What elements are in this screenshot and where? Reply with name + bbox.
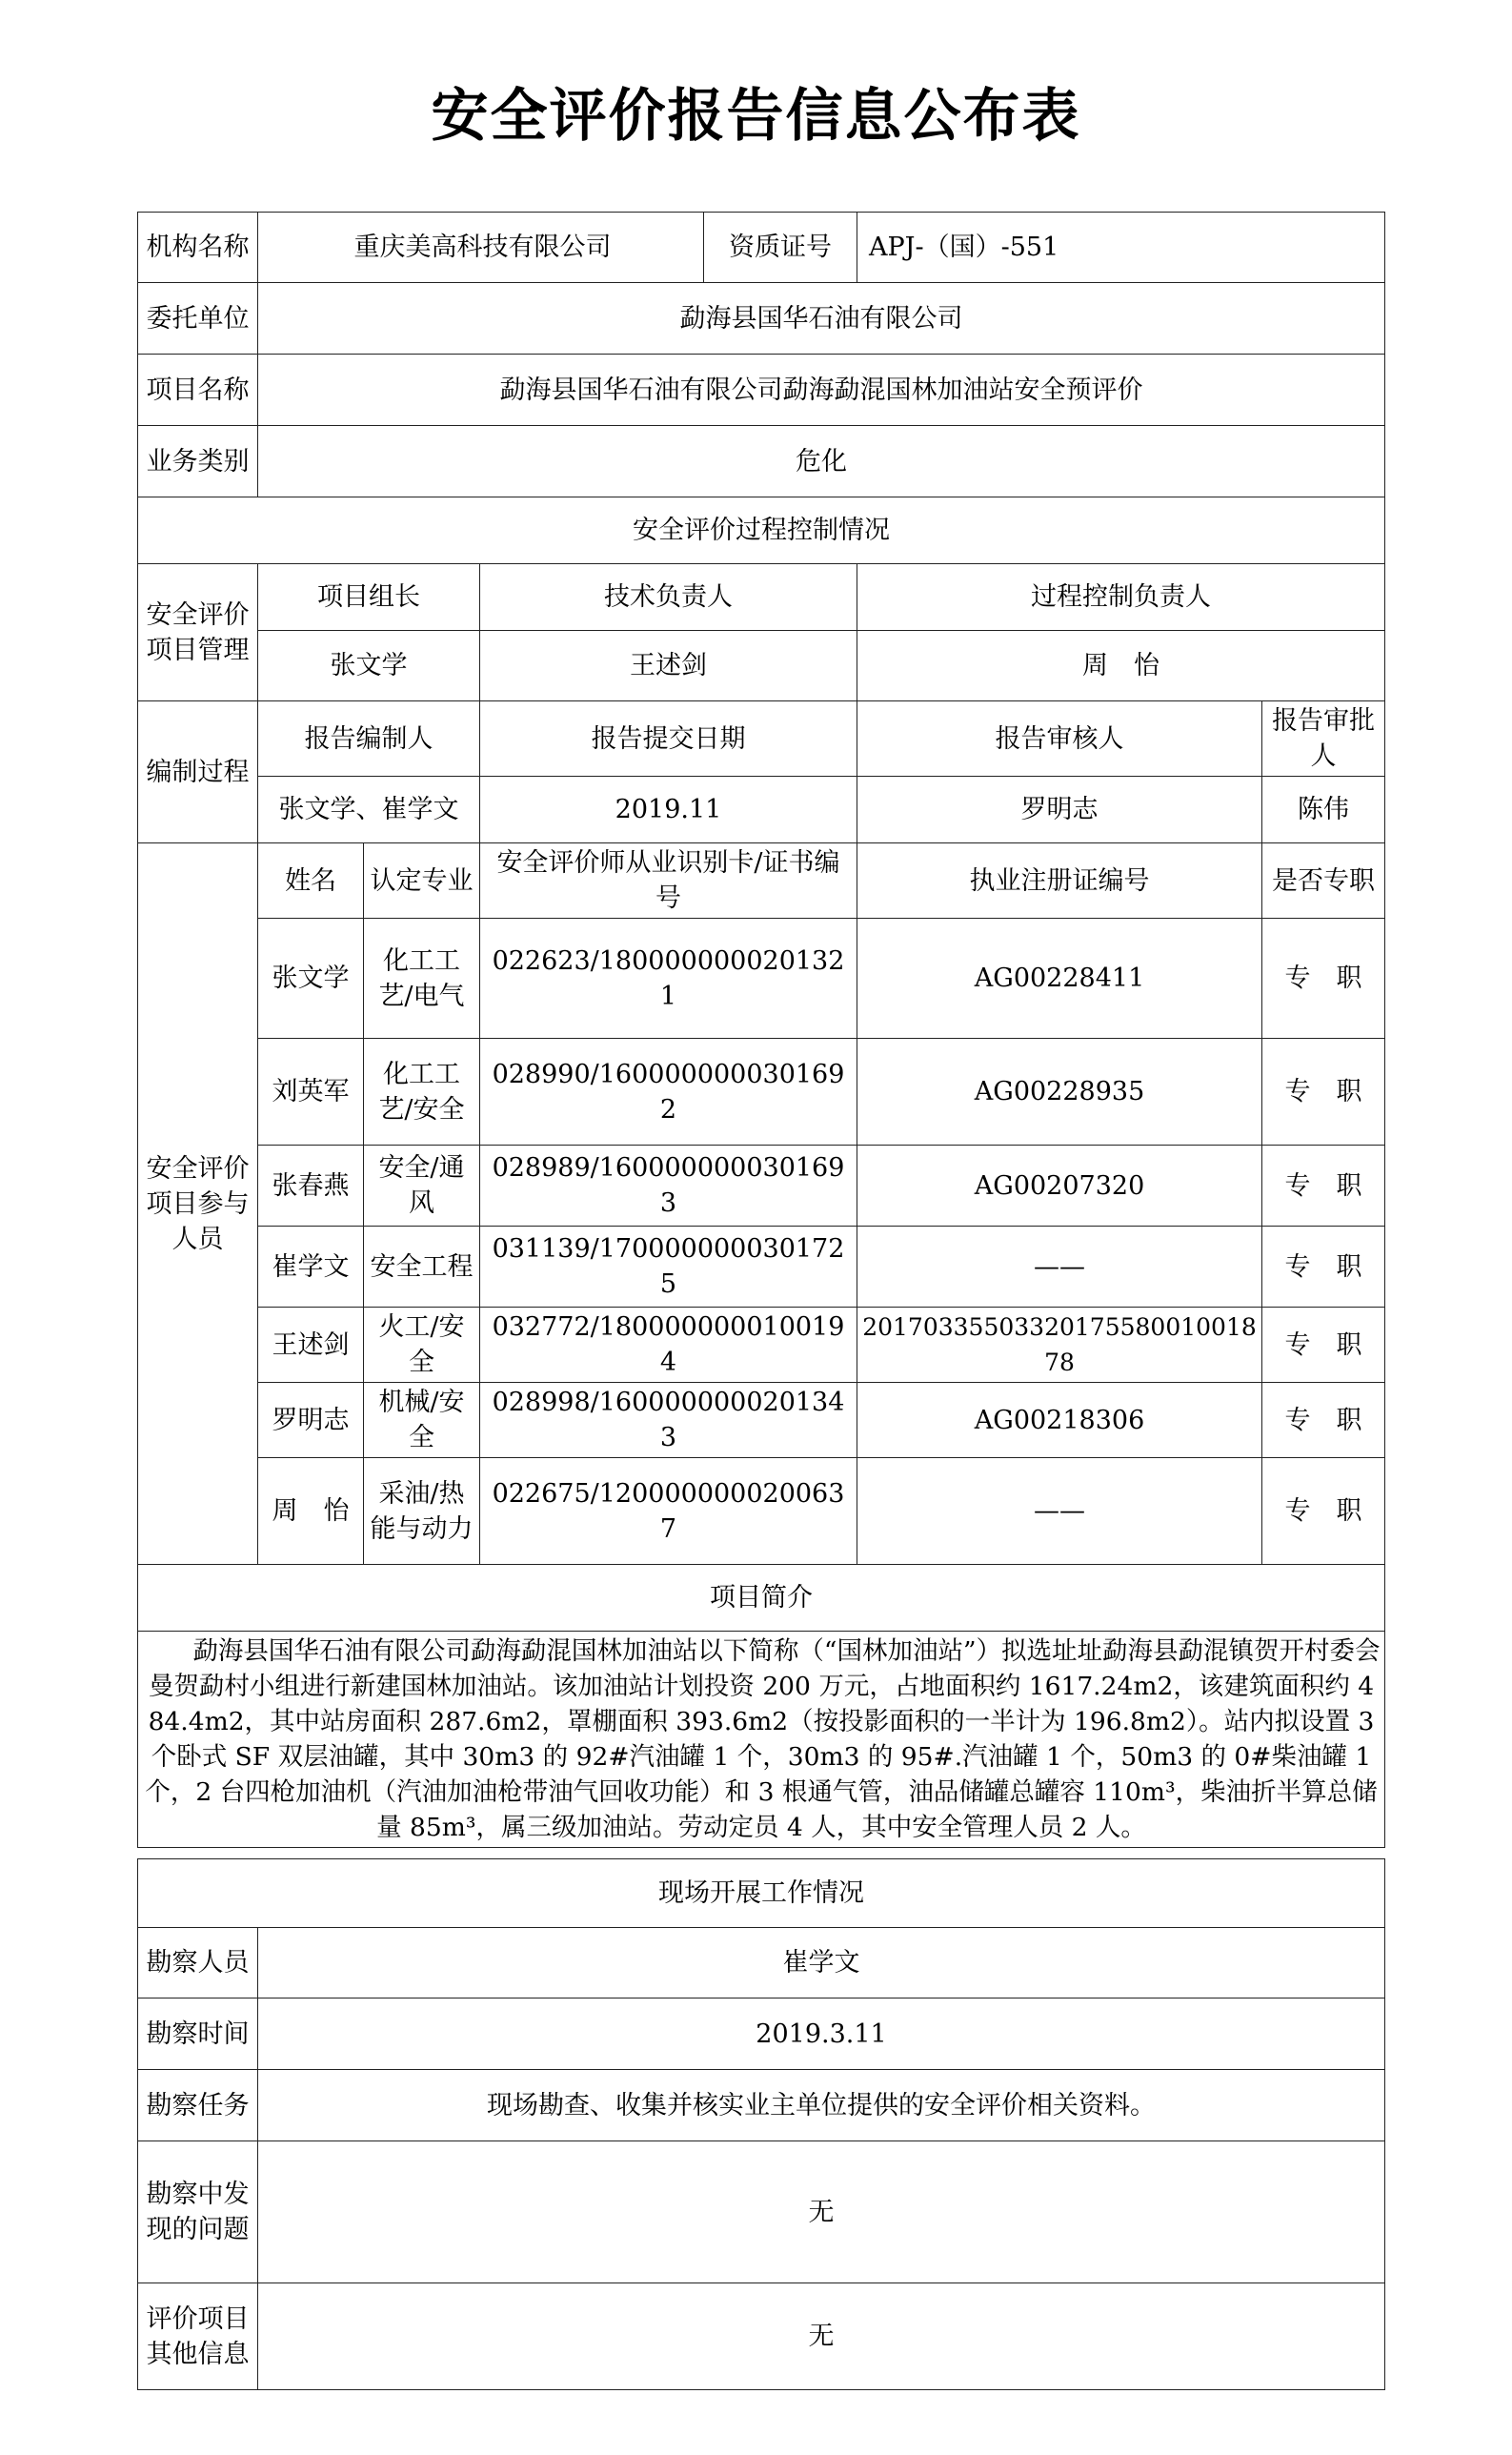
participant-fulltime: 专 职 xyxy=(1262,1383,1385,1458)
site-time-value: 2019.3.11 xyxy=(258,1998,1385,2070)
participant-card: 028989/1600000000301693 xyxy=(480,1146,857,1227)
site-issues-value: 无 xyxy=(258,2141,1385,2283)
client-value: 勐海县国华石油有限公司 xyxy=(258,283,1385,355)
site-task-label: 勘察任务 xyxy=(138,2070,258,2141)
tech-lead-value: 王述剑 xyxy=(480,631,857,701)
participant-reg: AG00218306 xyxy=(857,1383,1262,1458)
participant-row xyxy=(138,919,1385,1039)
participant-reg-header: 执业注册证编号 xyxy=(857,843,1262,919)
site-other-value: 无 xyxy=(258,2283,1385,2390)
site-other-label: 评价项目其他信息 xyxy=(138,2283,258,2390)
participant-row xyxy=(138,1227,1385,1308)
participant-name: 刘英军 xyxy=(258,1039,364,1146)
participant-name: 王述剑 xyxy=(258,1308,364,1383)
participant-name: 罗明志 xyxy=(258,1383,364,1458)
site-task-value: 现场勘查、收集并核实业主单位提供的安全评价相关资料。 xyxy=(258,2070,1385,2141)
site-header-row xyxy=(138,1859,1385,1928)
participant-card: 022675/1200000000200637 xyxy=(480,1458,857,1565)
participant-major: 安全/通风 xyxy=(364,1146,480,1227)
compilation-label: 编制过程 xyxy=(138,701,258,843)
compilation-header-row xyxy=(138,701,1385,777)
org-name-value: 重庆美高科技有限公司 xyxy=(353,233,612,262)
participant-reg: 2017033550332017558001001878 xyxy=(857,1308,1262,1383)
compiler-header: 报告编制人 xyxy=(258,701,480,777)
participant-card: 028990/1600000000301692 xyxy=(480,1039,857,1146)
site-other-row xyxy=(138,2283,1385,2390)
intro-row xyxy=(138,1632,1385,1848)
business-value: 危化 xyxy=(258,426,1385,497)
participant-fulltime: 专 职 xyxy=(1262,1146,1385,1227)
intro-text: 勐海县国华石油有限公司勐海勐混国林加油站以下简称（“国林加油站”）拟选址址勐海县勐混镇贺开村委会曼贺勐村小组进行新建国林加油站。该加油站计划投资 200 万元，占地面积约 1617.24m2，该建筑面积约 484.4m2，其中站房面积 287.6m2，罩棚面积 393.6m2（按投影面积的一半计为 196.8m2）。站内拟设置 3 个卧式 SF 双层油罐，其中 30m3 的 92#汽油罐 1 个，30m3 的 95#.汽油罐 1 个，50m3 的 0#柴油罐 1 个，2 台四枪加油机（汽油加油枪带油气回收功能）和 3 根通气管，油品储罐总罐容 110m³，柴油折半算总储量 85m³，属三级加油站。劳动定员 4 人，其中安全管理人员 2 人。 xyxy=(138,1632,1385,1848)
participant-major: 安全工程 xyxy=(364,1227,480,1308)
participant-major: 化工工艺/安全 xyxy=(364,1039,480,1146)
site-time-row xyxy=(138,1998,1385,2070)
participant-row xyxy=(138,1458,1385,1565)
site-task-row xyxy=(138,2070,1385,2141)
process-header: 安全评价过程控制情况 xyxy=(138,497,1385,564)
participant-reg: —— xyxy=(857,1458,1262,1565)
participant-fulltime: 专 职 xyxy=(1262,1227,1385,1308)
management-header-row xyxy=(138,564,1385,631)
participant-row xyxy=(138,1383,1385,1458)
cert-label: 资质证号 xyxy=(703,213,857,283)
reviewer-header: 报告审核人 xyxy=(857,701,1262,777)
leader-value: 张文学 xyxy=(258,631,480,701)
participant-fulltime: 专 职 xyxy=(1262,919,1385,1039)
participant-major: 化工工艺/电气 xyxy=(364,919,480,1039)
site-issues-row xyxy=(138,2141,1385,2283)
process-header-row xyxy=(138,497,1385,564)
participant-fulltime-header: 是否专职 xyxy=(1262,843,1385,919)
intro-header-row xyxy=(138,1565,1385,1632)
project-row xyxy=(138,355,1385,426)
participant-name: 崔学文 xyxy=(258,1227,364,1308)
site-personnel-value: 崔学文 xyxy=(258,1928,1385,1998)
client-label: 委托单位 xyxy=(138,283,258,355)
management-value-row xyxy=(138,631,1385,701)
site-header: 现场开展工作情况 xyxy=(138,1859,1385,1928)
participant-card: 032772/1800000000100194 xyxy=(480,1308,857,1383)
project-value: 勐海县国华石油有限公司勐海勐混国林加油站安全预评价 xyxy=(258,355,1385,426)
participant-reg: —— xyxy=(857,1227,1262,1308)
business-row xyxy=(138,426,1385,497)
participant-fulltime: 专 职 xyxy=(1262,1458,1385,1565)
compiler-value: 张文学、崔学文 xyxy=(258,777,480,843)
org-name-label: 机构名称 xyxy=(138,213,258,283)
participant-name: 周 怡 xyxy=(258,1458,364,1565)
participant-card-header: 安全评价师从业识别卡/证书编号 xyxy=(480,843,857,919)
site-personnel-label: 勘察人员 xyxy=(138,1928,258,1998)
org-row xyxy=(138,213,1385,283)
intro-header: 项目简介 xyxy=(138,1565,1385,1632)
process-lead-value: 周 怡 xyxy=(857,631,1385,701)
participant-reg: AG00207320 xyxy=(857,1146,1262,1227)
approver-header: 报告审批人 xyxy=(1262,701,1385,777)
participant-major: 火工/安全 xyxy=(364,1308,480,1383)
leader-header: 项目组长 xyxy=(258,564,480,631)
client-row xyxy=(138,283,1385,355)
project-label: 项目名称 xyxy=(138,355,258,426)
cert-value: APJ-（国）-551 xyxy=(857,213,1385,283)
business-label: 业务类别 xyxy=(138,426,258,497)
participants-header-row xyxy=(138,843,1385,919)
site-issues-label: 勘察中发现的问题 xyxy=(138,2141,258,2283)
participant-card: 028998/1600000000201343 xyxy=(480,1383,857,1458)
management-label: 安全评价项目管理 xyxy=(138,564,258,701)
participant-fulltime: 专 职 xyxy=(1262,1039,1385,1146)
participant-row xyxy=(138,1039,1385,1146)
reviewer-value: 罗明志 xyxy=(857,777,1262,843)
compilation-value-row xyxy=(138,777,1385,843)
participant-card: 022623/1800000000201321 xyxy=(480,919,857,1039)
participant-reg: AG00228935 xyxy=(857,1039,1262,1146)
tech-lead-header: 技术负责人 xyxy=(480,564,857,631)
approver-value: 陈伟 xyxy=(1262,777,1385,843)
participant-name: 张文学 xyxy=(258,919,364,1039)
site-table xyxy=(137,1858,1385,2390)
submit-date-header: 报告提交日期 xyxy=(480,701,857,777)
participants-label: 安全评价项目参与人员 xyxy=(138,843,258,1565)
site-time-label: 勘察时间 xyxy=(138,1998,258,2070)
participant-major-header: 认定专业 xyxy=(364,843,480,919)
participant-card: 031139/1700000000301725 xyxy=(480,1227,857,1308)
participant-reg: AG00228411 xyxy=(857,919,1262,1039)
site-personnel-row xyxy=(138,1928,1385,1998)
submit-date-value: 2019.11 xyxy=(480,777,857,843)
org-name xyxy=(258,213,857,283)
participant-fulltime: 专 职 xyxy=(1262,1308,1385,1383)
participant-name: 张春燕 xyxy=(258,1146,364,1227)
info-table xyxy=(137,212,1385,1848)
participant-major: 采油/热能与动力 xyxy=(364,1458,480,1565)
participant-row xyxy=(138,1146,1385,1227)
participant-major: 机械/安全 xyxy=(364,1383,480,1458)
participant-name-header: 姓名 xyxy=(258,843,364,919)
process-lead-header: 过程控制负责人 xyxy=(857,564,1385,631)
page-title: 安全评价报告信息公布表 xyxy=(431,83,1081,150)
participant-row xyxy=(138,1308,1385,1383)
